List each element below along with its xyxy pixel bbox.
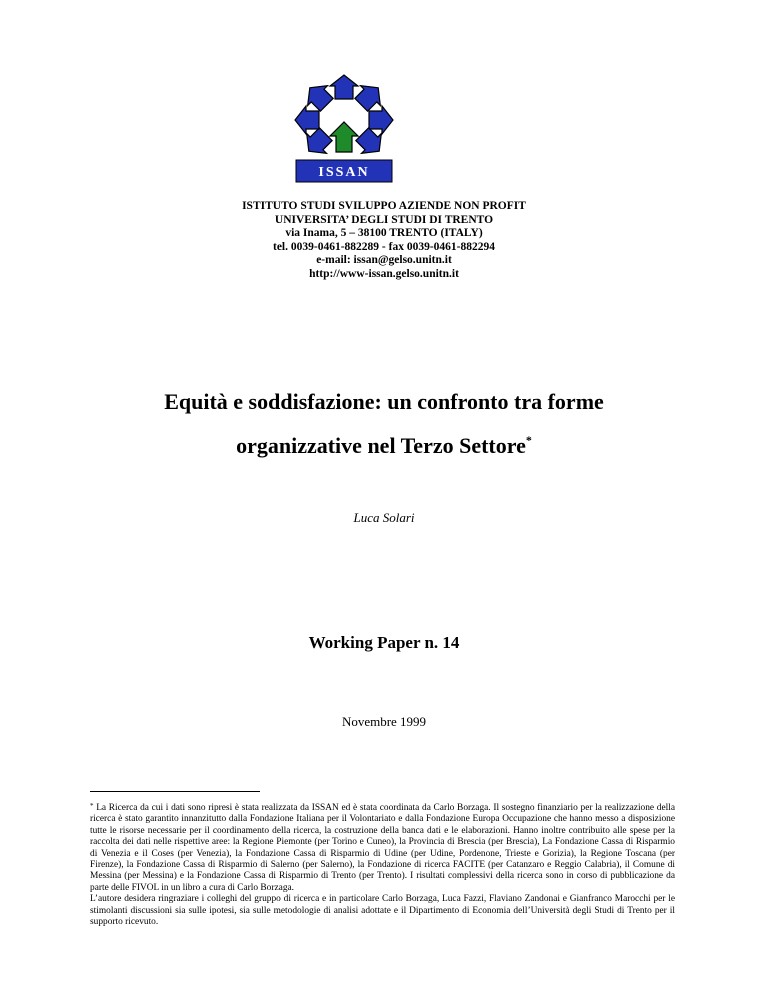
title-line-1: Equità e soddisfazione: un confronto tra forme — [164, 389, 604, 414]
logo-arrow-top — [330, 75, 358, 99]
publication-date: Novembre 1999 — [341, 714, 427, 729]
footnote-text-1: La Ricerca da cui i dati sono ripresi è stata realizzata da ISSAN ed è stata coordinata da Carlo Borzaga. Il sostegno finanziario per la realizzazione della ricerca è stato garantito innanzitutto dalla Fondazione Italiana per il Volontariato e dalla Fondazione Europa Occupazione che hanno messo a disposizione tutte le risorse necessarie per il coordinamento della ricerca, la costruzione della banca dati e le elaborazioni. Hanno inoltre contribuito alle spese per la raccolta dei dati nelle rispettive aree: la Regione Piemonte (per Torino e Cuneo), la Provincia di Brescia (per Brescia), La Fondazione Cassa di Risparmio di Venezia e il Coses (per Venezia), la Fondazione Cassa di Risparmio di Udine (per Udine, Pordenone, Trieste e Gorizia), la Regione Toscana (per Firenze), la Fondazione Cassa di Risparmio di Salerno (per Salerno), la Fondazione di ricerca FACITE (per Catanzaro e Reggio Calabria), il Comune di Messina (per Messina) e la Fondazione Cassa di Risparmio di Trento (per Trento). I risultati complessivi della ricerca sono in corso di pubblicazione da parte delle FIVOL in un libro a cura di Carlo Borzaga. — [90, 803, 676, 893]
university-name: UNIVERSITA’ DEGLI STUDI DI TRENTO — [274, 213, 494, 226]
logo-arrow-left — [295, 106, 319, 134]
logo-text: ISSAN — [318, 165, 370, 180]
institute-address: via Inama, 5 – 38100 TRENTO (ITALY) — [285, 227, 483, 240]
working-paper-number: Working Paper n. 14 — [308, 633, 460, 652]
footnote-marker: * — [90, 802, 94, 810]
institute-header — [0, 200, 768, 282]
institute-email: e-mail: issan@gelso.unitn.it — [316, 254, 452, 267]
footnote-paragraph-2: L’autore desidera ringraziare i colleghi del gruppo di ricerca e in particolare Carlo Borzaga, Luca Fazzi, Flaviano Zandonai e Gianfranco Marocchi per le stimolanti discussioni sia sulle ipotesi, sia sulle metodologie di analisi adottate e il Dipartimento di Economia dell’Università degli Studi di Trento per il supporto ricevuto. — [90, 894, 675, 928]
institute-phone-fax: tel. 0039-0461-882289 - fax 0039-0461-882294 — [273, 240, 495, 253]
author-name: Luca Solari — [353, 510, 415, 525]
title-line-2 — [0, 424, 768, 468]
title-line-2-text: organizzative nel Terzo Settore — [236, 433, 526, 458]
logo-arrow-center — [330, 122, 358, 152]
institute-website: http://www-issan.gelso.unitn.it — [309, 267, 459, 280]
footnote-paragraph-1 — [90, 803, 675, 894]
paper-title — [0, 380, 768, 468]
footnote — [90, 803, 675, 928]
institute-name: ISTITUTO STUDI SVILUPPO AZIENDE NON PROFIT — [242, 200, 526, 212]
issan-logo — [292, 70, 396, 186]
logo-arrow-right — [369, 106, 393, 134]
title-footnote-marker: * — [525, 433, 532, 447]
footnote-separator — [90, 791, 260, 792]
